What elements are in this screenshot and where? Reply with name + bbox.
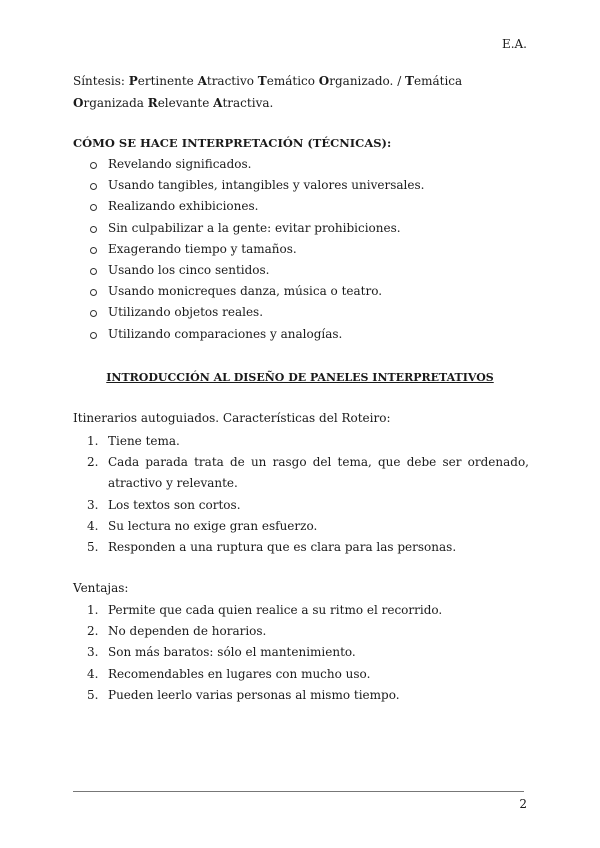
itineraries-item (73, 537, 529, 558)
advantages-intro: Ventajas: (73, 581, 129, 595)
advantages-item (73, 621, 529, 642)
itineraries-item (73, 431, 529, 452)
technique-item: Usando los cinco sentidos. (90, 260, 424, 281)
synthesis-part: A (197, 74, 207, 88)
synthesis-part: rganizada (83, 96, 148, 110)
item-text: Tiene tema. (108, 434, 180, 448)
item-text: Su lectura no exige gran esfuerzo. (108, 518, 318, 533)
techniques-heading: CÓMO SE HACE INTERPRETACIÓN (TÉCNICAS): (73, 136, 392, 150)
synthesis-part: emática (413, 74, 463, 88)
item-number: 1. (87, 434, 99, 448)
item-text: Permite que cada quien realice a su ritmo el recorrido. (108, 603, 443, 617)
item-number: 3. (87, 497, 99, 512)
technique-item: Usando tangibles, intangibles y valores universales. (90, 175, 424, 196)
item-number: 2. (87, 455, 99, 470)
techniques-list (90, 154, 424, 345)
synthesis-part: emático (266, 74, 319, 88)
technique-item: Revelando significados. (90, 154, 424, 175)
synthesis-part: tractivo (206, 74, 258, 88)
technique-item: Sin culpabilizar a la gente: evitar prohibiciones. (90, 218, 424, 239)
item-number: 4. (87, 666, 99, 681)
item-text: No dependen de horarios. (108, 624, 267, 639)
synthesis-part: T (405, 74, 414, 88)
synthesis-part: elevante (157, 96, 214, 110)
advantages-item (73, 600, 529, 621)
synthesis-part: tractiva. (222, 96, 274, 110)
synthesis-part: O (73, 96, 84, 110)
synthesis-part: T (257, 74, 267, 88)
technique-item: Utilizando objetos reales. (90, 302, 424, 323)
synthesis-part: O (318, 74, 330, 88)
synthesis-part: R (147, 96, 158, 110)
synthesis-part: Síntesis: (73, 74, 129, 88)
item-number: 2. (87, 624, 99, 639)
technique-item: Realizando exhibiciones. (90, 196, 424, 217)
technique-item: Exagerando tiempo y tamaños. (90, 239, 424, 260)
synthesis-part: A (213, 96, 223, 110)
item-number: 3. (87, 645, 99, 660)
page-number: 2 (519, 797, 527, 811)
item-number: 5. (87, 540, 99, 555)
itineraries-list (73, 431, 529, 558)
synthesis-part: rganizado. / (329, 74, 406, 88)
advantages-list (73, 600, 529, 706)
itineraries-item (73, 452, 529, 494)
synthesis-part: P (128, 74, 138, 88)
itineraries-item (73, 495, 529, 516)
header-initials: E.A. (501, 37, 527, 51)
footer-rule (73, 791, 524, 792)
technique-item: Utilizando comparaciones y analogías. (90, 324, 424, 345)
item-text: Cada parada trata de un rasgo del tema, que debe ser ordenado, atractivo y relevante. (108, 455, 529, 491)
item-text: Recomendables en lugares con mucho uso. (108, 666, 371, 681)
item-text: Son más baratos: sólo el mantenimiento. (108, 645, 356, 660)
synthesis-paragraph (73, 70, 529, 114)
item-number: 5. (87, 687, 99, 702)
advantages-item (73, 685, 529, 706)
itineraries-intro: Itinerarios autoguiados. Características del Roteiro: (73, 411, 391, 425)
item-text: Responden a una ruptura que es clara para las personas. (108, 540, 457, 555)
itineraries-item (73, 516, 529, 537)
advantages-item (73, 664, 529, 685)
section-heading: INTRODUCCIÓN AL DISEÑO DE PANELES INTERPRETATIVOS (106, 371, 494, 384)
technique-item: Usando monicreques danza, música o teatro. (90, 281, 424, 302)
advantages-item (73, 642, 529, 663)
item-text: Los textos son cortos. (108, 497, 241, 512)
item-number: 1. (87, 603, 99, 617)
item-number: 4. (87, 518, 99, 533)
item-text: Pueden leerlo varias personas al mismo tiempo. (108, 687, 400, 702)
synthesis-part: ertinente (137, 74, 198, 88)
